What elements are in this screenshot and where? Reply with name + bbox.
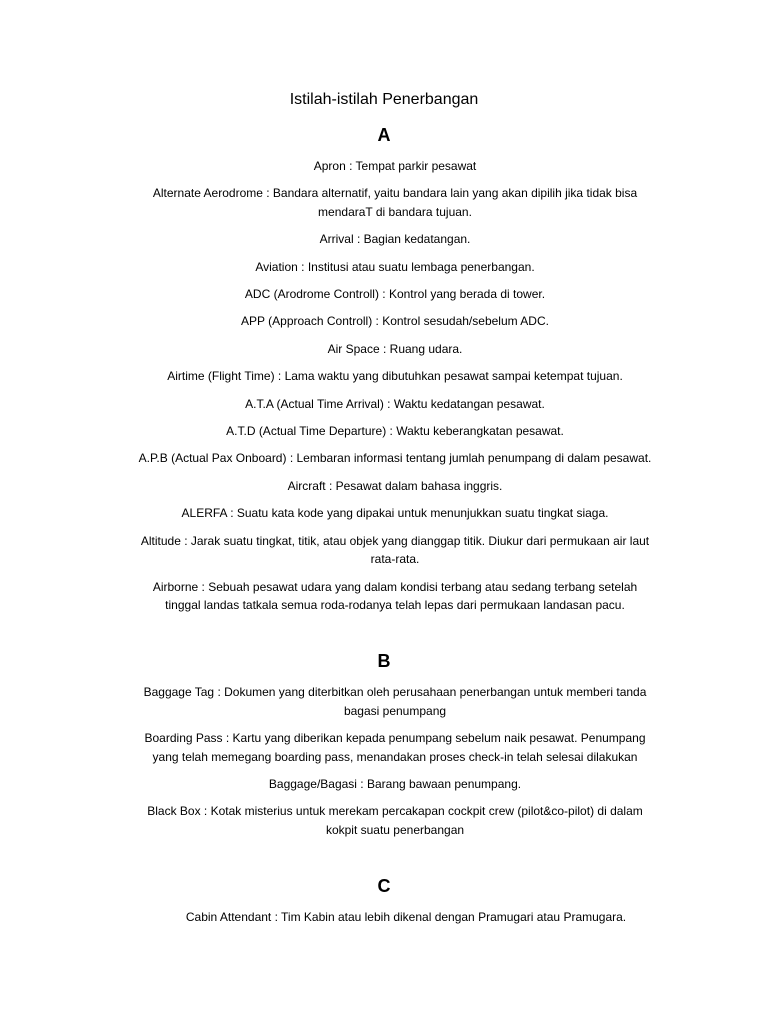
glossary-entry-black-box: [0, 802, 768, 839]
section-letter-c: C: [377, 876, 391, 897]
section-c: [0, 874, 768, 926]
entry-line: Aviation : Institusi atau suatu lembaga penerbangan.: [255, 259, 535, 274]
glossary-entry-atd: [0, 422, 768, 440]
entry-line: Boarding Pass : Kartu yang diberikan kepada penumpang sebelum naik pesawat. Penumpang: [144, 731, 646, 746]
entry-line: A.P.B (Actual Pax Onboard) : Lembaran informasi tentang jumlah penumpang di dalam pesawat.: [138, 451, 652, 466]
glossary-entry-apron: [0, 157, 768, 175]
entry-line: Alternate Aerodrome : Bandara alternatif, yaitu bandara lain yang akan dipilih jika tidak bisa: [152, 186, 638, 201]
entry-line: Black Box : Kotak misterius untuk merekam percakapan cockpit crew (pilot&co-pilot) di dalam: [147, 804, 643, 819]
glossary-entry-airtime: [0, 367, 768, 385]
glossary-entry-cabin-attendant: [0, 908, 768, 926]
page-title: Istilah-istilah Penerbangan: [289, 91, 479, 108]
glossary-entry-app: [0, 312, 768, 330]
section-letter-b: B: [377, 651, 391, 672]
entry-line: Arrival : Bagian kedatangan.: [319, 232, 471, 247]
entry-line: Baggage Tag : Dokumen yang diterbitkan oleh perusahaan penerbangan untuk memberi tanda: [143, 685, 647, 700]
entry-line: bagasi penumpang: [343, 703, 447, 718]
glossary-entry-arrival: [0, 230, 768, 248]
entry-line: A.T.A (Actual Time Arrival) : Waktu kedatangan pesawat.: [245, 396, 545, 411]
glossary-entry-adc: [0, 285, 768, 303]
section-letter-a: A: [377, 125, 391, 145]
entry-line: tinggal landas tatkala semua roda-rodanya telah lepas dari permukaan landasan pacu.: [165, 597, 625, 612]
glossary-entry-boarding-pass: [0, 729, 768, 766]
entry-line: Apron : Tempat parkir pesawat: [313, 159, 477, 173]
glossary-entry-baggage-tag: [0, 683, 768, 720]
entry-line: Aircraft : Pesawat dalam bahasa inggris.: [287, 478, 503, 493]
entry-line: mendaraT di bandara tujuan.: [318, 204, 472, 219]
glossary-entry-aviation: [0, 258, 768, 276]
entry-line: yang telah memegang boarding pass, menandakan proses check-in telah selesai dilakukan: [152, 749, 638, 764]
entry-line: kokpit suatu penerbangan: [325, 822, 465, 837]
entry-line: Altitude : Jarak suatu tingkat, titik, atau objek yang dianggap titik. Diukur dari permukaan air laut: [140, 533, 650, 548]
entry-line: Cabin Attendant : Tim Kabin atau lebih dikenal dengan Pramugari atau Pramugara.: [185, 910, 627, 925]
glossary-entry-airborne: [0, 578, 768, 615]
glossary-entry-baggage-bagasi: [0, 775, 768, 793]
entry-line: APP (Approach Controll) : Kontrol sesudah/sebelum ADC.: [241, 314, 549, 329]
entry-line: Airborne : Sebuah pesawat udara yang dalam kondisi terbang atau sedang terbang setelah: [152, 579, 638, 594]
entry-line: A.T.D (Actual Time Departure) : Waktu keberangkatan pesawat.: [226, 424, 564, 439]
glossary-entry-air-space: [0, 340, 768, 358]
glossary-entry-aircraft: [0, 477, 768, 495]
glossary-entry-altitude: [0, 532, 768, 569]
entry-line: ADC (Arodrome Controll) : Kontrol yang berada di tower.: [244, 287, 546, 302]
entry-line: Baggage/Bagasi : Barang bawaan penumpang.: [268, 776, 522, 791]
section-b: [0, 649, 768, 839]
glossary-entry-alerfa: [0, 504, 768, 522]
entry-line: Air Space : Ruang udara.: [327, 341, 463, 356]
section-a: [0, 123, 768, 614]
entry-line: rata-rata.: [370, 552, 420, 567]
entry-line: ALERFA : Suatu kata kode yang dipakai untuk menunjukkan suatu tingkat siaga.: [181, 506, 609, 521]
glossary-entry-alternate-aerodrome: [0, 184, 768, 221]
glossary-entry-ata: [0, 395, 768, 413]
entry-line: Airtime (Flight Time) : Lama waktu yang dibutuhkan pesawat sampai ketempat tujuan.: [167, 369, 623, 384]
glossary-entry-apb: [0, 449, 768, 467]
